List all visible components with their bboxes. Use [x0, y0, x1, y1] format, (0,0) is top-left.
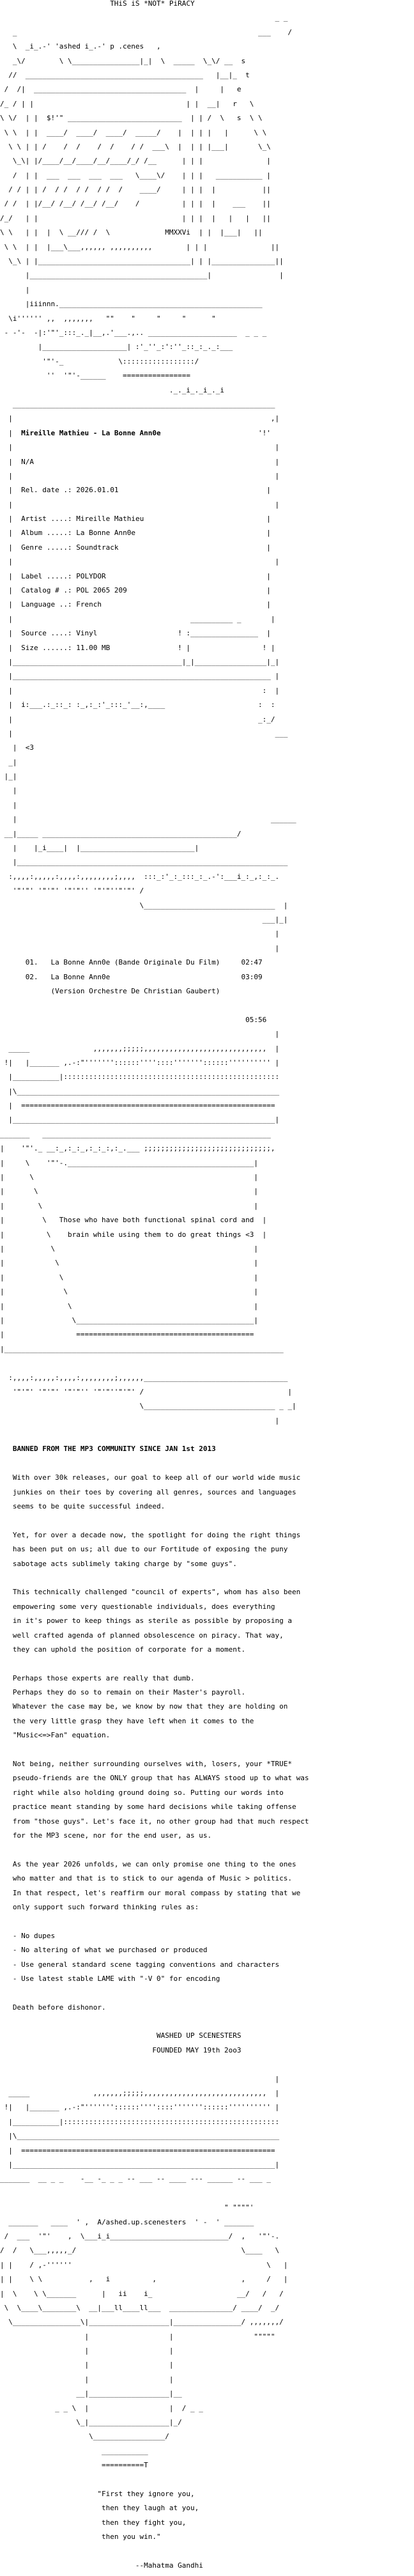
ascii-art: !| |_______ ,.-:"'''''''::::::''''::::'''''''::::::'''''''''' | [0, 2103, 280, 2112]
ascii-art: | | [0, 2361, 174, 2370]
year: MMXXVi [165, 228, 191, 237]
manifesto-text: right while also holding ground doing so. Putting our words into [12, 1788, 284, 1797]
manifesto-line [0, 1588, 414, 1595]
ascii-art: / /| ____________________________________ | | e [0, 85, 241, 94]
ascii-art [0, 1360, 414, 1367]
ascii-art: _____ ,,,,,,,;;;;;,,,,,,,,,,,,,,,,,,,,,,,,,,,,, | [0, 1044, 280, 1053]
ascii-art [0, 1660, 414, 1667]
ascii-art: | ______ [0, 815, 296, 824]
ascii-art: / / \___,,,,,_/ \____ \ [0, 2246, 280, 2255]
ascii-art: /_/ | | | | | | | | || [0, 213, 271, 222]
ascii-art: \_|___________________|_/ [0, 2418, 182, 2427]
ascii-art: '' '"'-______ ================ [0, 371, 191, 380]
ascii-art [0, 1746, 414, 1753]
manifesto-text: who matter and that is to stick to our agenda of Music > politics. [12, 1874, 292, 1883]
ascii-art: \ \/ | | $!'" ___________________________ | | / \ s \ \ [0, 114, 263, 123]
track-row [0, 959, 414, 966]
manifesto-text: Perhaps those experts are really that dumb. [12, 1673, 195, 1682]
manifesto-line [0, 1889, 414, 1897]
ascii-art: \ \____\________\ __|___ll____ll___ _______________/ ____/ _/ [0, 2303, 280, 2312]
ascii-art: | '"'._ __:_,:_:_,:_:_:,:_.___ ;;;;;;;;;;;;;;;;;;;;;;;;;;;;;;, [0, 1144, 275, 1153]
notes-marker-line: | <3 [0, 743, 34, 752]
quote-box-line: | \ Those who have both functional spinal cord and | [0, 1216, 267, 1225]
ascii-art: _ _ \ | | / _ _ [0, 2403, 203, 2412]
ascii-art: | \ | [0, 1259, 258, 1268]
track-time: 02:47 [241, 958, 263, 967]
ascii-art [0, 1431, 414, 1438]
ascii-art [0, 1002, 414, 1009]
manifesto-text: With over 30k releases, our goal to keep all of our world wide music [12, 1473, 301, 1482]
manifesto-line [0, 1503, 414, 1510]
ascii-art: | ___ [0, 729, 288, 738]
ascii-art: _\/ \ \________________|_| \ _____ \_\/ __ s [0, 56, 246, 65]
manifesto-line [0, 1718, 414, 1725]
ascii-art: | ,| [0, 414, 280, 423]
ascii-art: | ============================================================ [0, 1101, 275, 1110]
ascii-art: '"'-_ \:::::::::::::::::/ [0, 357, 199, 366]
ascii-art: ___________ [0, 2446, 148, 2455]
manifesto-text: Not being, neither surrounding ourselves with, losers, your *TRUE* [12, 1760, 292, 1769]
footer-quote-line [0, 2533, 414, 2540]
ascii-art: | [0, 2074, 280, 2083]
footer-quote-line [0, 2490, 414, 2497]
rule-text: - No dupes [12, 1931, 56, 1940]
size-row: | Size ......: 11.00 MB ! | ! | [0, 643, 275, 652]
manifesto-line [0, 1474, 414, 1481]
nfo-title-line [0, 0, 414, 7]
album-value: La Bonne Ann0e [76, 529, 135, 538]
manifesto-line [0, 1546, 414, 1553]
ascii-art: !| |_______ ,.-:"'''''''::::::''''::::'''''''::::::'''''''''' | [0, 1058, 280, 1067]
manifesto-text: empowering some very questionable individuals, does everything [12, 1602, 275, 1611]
manifesto-line [0, 1603, 414, 1610]
label-label: Label .....: [21, 571, 72, 580]
manifesto-text: they can uphold the position of corporate for a moment. [12, 1645, 246, 1654]
artist-value: Mireille Mathieu [76, 515, 144, 524]
track-title: La Bonne Ann0e (Bande Originale Du Film) [50, 958, 220, 967]
ascii-art: / ___ '"' , \___i_i____________________________/ , '"'-. [0, 2231, 280, 2240]
ascii-art: / | | ___ ___ ___ ___ \____\/ | | | ___________ | [0, 171, 271, 180]
source-value: Vinyl [76, 629, 98, 638]
ascii-art: ==========T [0, 2461, 148, 2470]
ascii-art: | ============================================================ [0, 2146, 275, 2155]
manifesto-text: Yet, for over a decade now, the spotlight for doing the right things [12, 1530, 301, 1539]
manifesto-line [0, 1774, 414, 1781]
label-value: POLYDOR [76, 571, 106, 580]
manifesto-line [0, 1861, 414, 1868]
release-na-line: | N/A | [0, 457, 280, 466]
ascii-art: /_ / | | | | __| r \ [0, 99, 254, 108]
manifesto-heading-line [0, 1445, 414, 1452]
total-time-line [0, 1016, 414, 1023]
ascii-art: \_\ | |____________________________________| | |_______________|| [0, 257, 284, 266]
nfo-title: THiS iS *NOT* PiRACY [110, 0, 195, 8]
size-label: Size ......: [21, 643, 72, 652]
signoff-group: WASHED UP SCENESTERS [157, 2031, 241, 2040]
ascii-art [0, 1460, 414, 1467]
art-tag: iiinnn [29, 300, 56, 309]
ascii-art: | \ | [0, 1201, 258, 1210]
ascii-art: |\______________________________________________________________ [0, 2132, 280, 2141]
ascii-art: \________________\|___________________|________________/ ,,,,,,,/ [0, 2318, 284, 2327]
ascii-art: _ _ [0, 13, 288, 22]
ascii-art: \i'''''' ,, ,,,,,,, "" " " " " [0, 314, 216, 323]
manifesto-line [0, 1832, 414, 1839]
manifesto-text: Death before dishonor. [12, 2003, 106, 2012]
ascii-art: _______ __ _ _ -__ -_ _ _ -- ___ -- ____ --- ______ -- ___ _ [0, 2175, 271, 2184]
ascii-art: |__________________________________________| | [0, 271, 284, 280]
ascii-art: | \ \ \_______ | ii i_ __/ / / [0, 2289, 284, 2298]
ascii-art: _| [0, 757, 17, 766]
ascii-art: | : | [0, 686, 280, 695]
artist-label: Artist ....: [21, 515, 72, 524]
ascii-art: // __________________________________________ |__|_ t [0, 70, 250, 79]
ascii-art: | \ | [0, 1273, 258, 1282]
manifesto-text: from "those guys". Let's face it, no other group had that much respect [12, 1817, 309, 1826]
signoff-line [0, 2032, 414, 2039]
signoff-founded: FOUNDED MAY 19th 2oo3 [152, 2045, 241, 2054]
manifesto-line [0, 1904, 414, 1911]
ascii-art [0, 1989, 414, 1996]
quote-box-line: | \ brain while using them to do great things <3 | [0, 1230, 267, 1239]
ascii-art [0, 2190, 414, 2197]
ascii-art: |___________|::::::::::::::::::::::::::::::::::::::::::::::::::: [0, 1073, 280, 1082]
footer-quote-line [0, 2519, 414, 2526]
footer-banner-line: _______ ____ ' , A/ashed.up.scenesters ' - ' _______ [0, 2217, 254, 2226]
manifesto-line [0, 1632, 414, 1639]
ascii-art: | \__________________________________________| [0, 1315, 258, 1324]
rel-date-label: Rel. date .: [21, 486, 72, 495]
language-row: | Language ..: French | [0, 600, 271, 609]
ascii-art: | |_i____| |___________________________| [0, 844, 199, 853]
ascii-art: | \ | [0, 1301, 258, 1310]
manifesto-line [0, 1489, 414, 1496]
manifesto-text: the very little grasp they have left when it comes to the [12, 1716, 254, 1725]
manifesto-text: sabotage acts sublimely taking charge by "some guys". [12, 1559, 237, 1568]
footer-quote-2: then they laugh at you, [101, 2504, 199, 2513]
track-row [0, 988, 414, 995]
box-border: | | [0, 557, 280, 566]
ascii-art: :,,,,:,,,,,:,,,,:,,,,,,,,;,,,, :::_:'_:_:::_:_.-':___i_:_,:_:_. [0, 872, 280, 881]
rule-item [0, 1961, 414, 1968]
language-value: French [76, 600, 102, 609]
manifesto-text: has been put on us; all due to our Fortitude of exposing the puny [12, 1545, 288, 1554]
box-border: | | [0, 500, 280, 509]
manifesto-text: This technically challenged "council of experts", whom has also been [12, 1588, 301, 1597]
ascii-art: :,,,,:,,,,,:,,,,:,,,,,,,,;,,,,,,__________________________________ [0, 1373, 292, 1382]
footer-attribution-line [0, 2562, 414, 2569]
ascii-art: '"'"' '"'"' '"'"'' '"'"''"'"' / [0, 887, 144, 896]
genre-label: Genre .....: [21, 543, 72, 552]
manifesto-text: well crafted agenda of planned obsolescence on piracy. That way, [12, 1631, 284, 1640]
group-banner-line: \ _i_.-' 'ashed i_.-' p .cenes , [0, 42, 161, 51]
ascii-art: | \ | [0, 1244, 258, 1253]
track-time: 03:09 [241, 972, 263, 981]
year-line: \ \ | | | \ __/// / \ MMXXVi | | |___| || [0, 228, 263, 237]
rule-text: - Use latest stable LAME with "-V 0" for encoding [12, 1974, 220, 1983]
rule-item [0, 1946, 414, 1953]
manifesto-text: in it's power to keep things as sterile as possible by proposing a [12, 1617, 292, 1626]
ascii-art: | | [0, 2347, 174, 2355]
ascii-art: | \ | [0, 1287, 258, 1296]
source-label: Source ....: [21, 629, 72, 638]
total-time: 05:56 [245, 1015, 267, 1024]
ascii-art: |______________________________________________________________| [0, 2160, 280, 2169]
rule-text: - Use general standard scene tagging conventions and characters [12, 1960, 280, 1969]
manifesto-text: In that respect, let's reaffirm our moral compass by stating that we [12, 1888, 301, 1897]
language-label: Language ..: [21, 600, 72, 609]
ascii-art: \ \ | | / / / / / / / ___\ | | | |___| \_\ [0, 142, 271, 151]
manifesto-text: As the year 2026 unfolds, we can only promise one thing to the ones [12, 1859, 296, 1868]
artist-row: | Artist ....: Mireille Mathieu | [0, 515, 271, 524]
ascii-art: " """"' [0, 2203, 254, 2212]
manifesto-text: Perhaps they do so to remain on their Master's payroll. [12, 1688, 246, 1697]
manifesto-line [0, 1646, 414, 1653]
ascii-art: | ========================================== [0, 1330, 254, 1339]
manifesto-line [0, 1732, 414, 1739]
box-border: | __________ _ | [0, 614, 275, 623]
ascii-art [0, 1517, 414, 1524]
ascii-art: ._._i_._i_._i [0, 385, 224, 394]
ascii-art: |________________________________________________________________ [0, 858, 288, 867]
footer-banner: A/ashed.up.scenesters [97, 2217, 187, 2226]
ascii-art: | i:___.:_::_: :_,:_:'_:::_'__:,____ : : [0, 701, 275, 710]
ascii-art: \_______________________________ | [0, 901, 288, 910]
group-banner: ashed i_.-' p .cenes [59, 42, 144, 51]
manifesto-line [0, 1675, 414, 1682]
footer-quote-line [0, 2504, 414, 2511]
release-title-line: | Mireille Mathieu - La Bonne Ann0e '!' [0, 428, 271, 437]
genre-row: | Genre .....: Soundtrack | [0, 543, 271, 552]
label-row: | Label .....: POLYDOR | [0, 571, 271, 580]
ascii-art: | \ | [0, 1187, 258, 1196]
ascii-art: | [0, 1416, 280, 1425]
ascii-art: _____ ,,,,,,,;;;;;,,,,,,,,,,,,,,,,,,,,,,,,,,,,, | [0, 2089, 280, 2098]
ascii-art: |_____________________________________________________________ | [0, 672, 280, 681]
rel-date-row: | Rel. date .: 2026.01.01 | [0, 486, 271, 495]
manifesto-text: seems to be quite successful indeed. [12, 1502, 165, 1511]
ascii-art: |____________________| :'_''_:':''_::_:_._:___ [0, 343, 233, 352]
box-border: | | [0, 471, 280, 480]
ascii-art: \ \ | | |___\___,,,,,, ,,,,,,,,,, | | | || [0, 242, 280, 251]
footer-quote-3: then they fight you, [101, 2518, 187, 2527]
manifesto-text: junkies on their toes by covering all genres, sources and languages [12, 1487, 296, 1496]
manifesto-line [0, 1703, 414, 1710]
ascii-art: - -'- -|:'"'_:::_._|__,.'___.,.. _____________________ _ _ _ [0, 328, 267, 337]
ascii-art [0, 2548, 414, 2555]
box-border: | | [0, 443, 280, 452]
footer-quote-1: "First they ignore you, [97, 2489, 195, 2498]
manifesto-text: practice meant standing by some hard decisions while taking offense [12, 1803, 296, 1812]
manifesto-line [0, 1689, 414, 1696]
manifesto-line [0, 1818, 414, 1825]
ascii-art: | _:_/ [0, 715, 275, 724]
signoff-line [0, 2047, 414, 2054]
manifesto-text: only support such forward thinking rules as: [12, 1902, 199, 1911]
catalog-value: POL 2065 209 [76, 586, 127, 595]
track-number: 01. [25, 958, 38, 967]
manifesto-heading: BANNED FROM THE MP3 COMMUNITY SINCE JAN 1st 2013 [12, 1445, 216, 1454]
quote-box-line-2: brain while using them to do great things <3 [67, 1230, 254, 1239]
manifesto-line [0, 2004, 414, 2011]
manifesto-text: "Music<=>Fan" equation. [12, 1731, 111, 1740]
rel-date-value: 2026.01.01 [76, 486, 119, 495]
ascii-art: |_| [0, 772, 17, 781]
ascii-art: |__________________________________________________________________ [0, 1344, 284, 1353]
release-title: Mireille Mathieu - La Bonne Ann0e [21, 428, 161, 437]
genre-value: Soundtrack [76, 543, 119, 552]
ascii-art: __|___________________|__ [0, 2389, 182, 2398]
track-row [0, 974, 414, 981]
manifesto-line [0, 1760, 414, 1767]
footer-attribution: --Mahatma Gandhi [135, 2561, 203, 2570]
catalog-row: | Catalog # .: POL 2065 209 | [0, 586, 271, 595]
track-number: 02. [25, 972, 38, 981]
ascii-art: _ ___ / [0, 27, 292, 36]
release-na: N/A [21, 457, 34, 466]
manifesto-line [0, 1532, 414, 1539]
rule-item [0, 1975, 414, 1982]
ascii-art: ___|_| [0, 915, 288, 924]
notes-marker: <3 [25, 743, 34, 752]
ascii-art: |______________________________________________________________| [0, 1115, 280, 1124]
manifesto-line [0, 1560, 414, 1567]
size-value: 11.00 MB [76, 643, 111, 652]
rule-text: - No altering of what we purchased or produced [12, 1946, 208, 1955]
manifesto-line [0, 1617, 414, 1624]
ascii-art: \_________________/ [0, 2432, 169, 2441]
ascii-art: / / | |/__/ /__/ /__/ /__/ / | | | | ___ || [0, 199, 271, 208]
rule-item [0, 1932, 414, 1939]
ascii-art [0, 1574, 414, 1581]
ascii-art: | \ | [0, 1173, 258, 1182]
ascii-art: | [0, 786, 17, 795]
ascii-art: | [0, 929, 280, 938]
ascii-art [0, 2018, 414, 2025]
ascii-art: | [0, 800, 17, 809]
ascii-art: \ \ | | ____/ ____/ ____/ _____/ | | | | | \ \ [0, 128, 267, 137]
ascii-art: ______________________________________________________________ [0, 400, 275, 408]
quote-box-line-1: Those who have both functional spinal cord and [59, 1216, 254, 1225]
ascii-art [0, 2476, 414, 2483]
manifesto-line [0, 1803, 414, 1810]
ascii-art [0, 1846, 414, 1853]
ascii-art: | | [0, 2375, 174, 2384]
ascii-art: |___________|::::::::::::::::::::::::::::::::::::::::::::::::::: [0, 2117, 280, 2126]
source-row: | Source ....: Vinyl ! :________________ | [0, 629, 271, 638]
track-title: La Bonne Ann0e [50, 972, 111, 981]
manifesto-text: Whatever the case may be, we know by now that they are holding on [12, 1702, 288, 1711]
ascii-art: | [0, 285, 284, 294]
manifesto-text: pseudo-friends are the ONLY group that has ALWAYS stood up to what was [12, 1774, 309, 1783]
album-row: | Album .....: La Bonne Ann0e | [0, 529, 271, 538]
manifesto-line [0, 1789, 414, 1796]
ascii-art: | | / ,-'''''' \ | [0, 2260, 288, 2269]
ascii-art: \_______________________________ _ _| [0, 1402, 296, 1411]
ascii-art: _______ ______________________________________________________ [0, 1129, 271, 1138]
ascii-art: | [0, 943, 280, 952]
art-tag-line: |iiinnn.________________________________________________ [0, 300, 263, 309]
ascii-art: \_\| |/____/__/____/__/____/_/ /__ | | | | [0, 157, 271, 166]
manifesto-text: for the MP3 scene, nor for the end user, as us. [12, 1831, 212, 1840]
ascii-art: '"'"' '"'"' '"'"'' '"'"''"'"' / | [0, 1387, 292, 1396]
ascii-art: |\______________________________________________________________ [0, 1087, 280, 1096]
album-label: Album .....: [21, 529, 72, 538]
ascii-art: | | """"" [0, 2332, 275, 2341]
ascii-art: | \ '"'-.____________________________________________| [0, 1158, 258, 1167]
manifesto-line [0, 1875, 414, 1882]
box-border: |________________________________________|_|_________________|_| [0, 657, 280, 666]
ascii-art [0, 1918, 414, 1925]
ascii-art: | | \ \ , i , , / | [0, 2275, 288, 2284]
ascii-art: | [0, 1030, 280, 1039]
ascii-art [0, 2061, 414, 2068]
catalog-label: Catalog # .: [21, 586, 72, 595]
track-title: (Version Orchestre De Christian Gaubert) [50, 986, 220, 995]
footer-quote-4: then you win." [101, 2533, 161, 2541]
ascii-art: / / | | / / / / / / / / ____/ | | | | || [0, 185, 271, 194]
ascii-art: __|_____ ______________________________________________/ [0, 829, 241, 838]
